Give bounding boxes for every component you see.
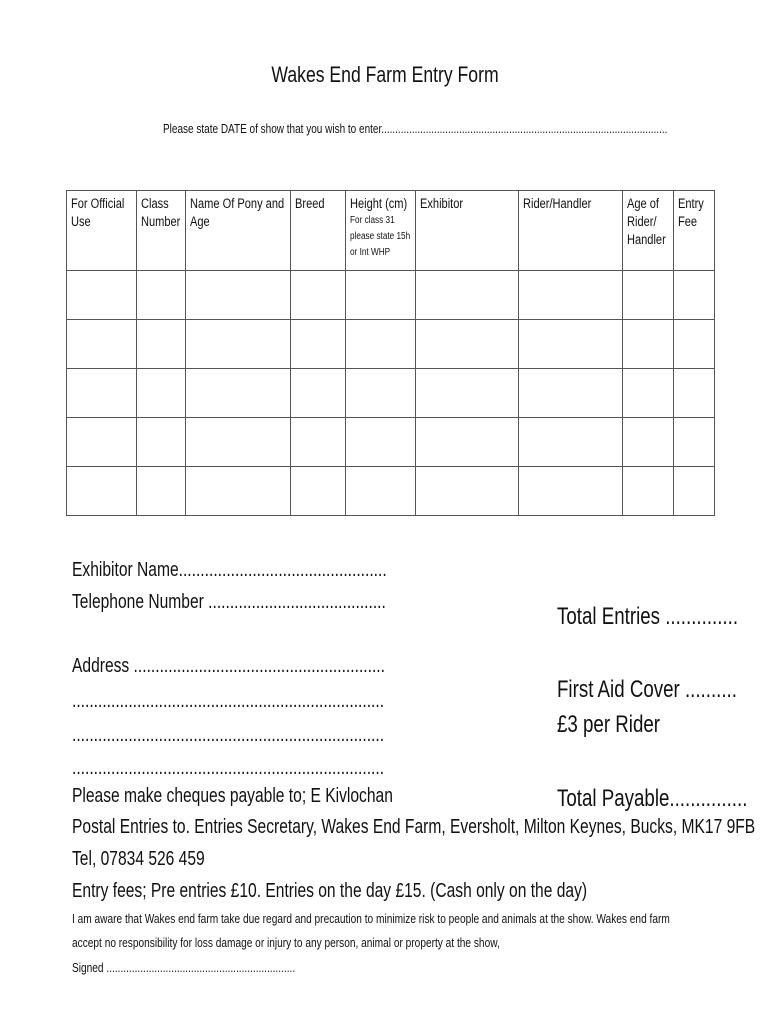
form-title: Wakes End Farm Entry Form: [271, 62, 499, 87]
table-cell[interactable]: [67, 271, 137, 320]
table-cell[interactable]: [137, 320, 186, 369]
table-cell[interactable]: [137, 369, 186, 418]
entry-fees: Entry fees; Pre entries £10. Entries on the day £15. (Cash only on the day): [72, 880, 588, 902]
address-field[interactable]: Address ..........................................................: [72, 655, 385, 677]
table-cell[interactable]: [186, 369, 291, 418]
exhibitor-name-field[interactable]: Exhibitor Name................................................: [72, 559, 387, 581]
table-cell[interactable]: [137, 271, 186, 320]
table-cell[interactable]: [623, 320, 674, 369]
header-rider-handler: Rider/Handler: [519, 191, 623, 271]
table-cell[interactable]: [67, 418, 137, 467]
telephone-field[interactable]: Telephone Number .........................................: [72, 591, 386, 613]
header-age-rider: Age of Rider/ Handler: [623, 191, 674, 271]
table-row: [67, 369, 715, 418]
table-cell[interactable]: [674, 271, 715, 320]
header-name-pony-age: Name Of Pony and Age: [186, 191, 291, 271]
disclaimer-line-1: I am aware that Wakes end farm take due regard and precaution to minimize risk to people and animals at the show. Wakes end farm: [72, 911, 670, 926]
table-cell[interactable]: [674, 369, 715, 418]
table-cell[interactable]: [67, 369, 137, 418]
table-cell[interactable]: [186, 418, 291, 467]
table-cell[interactable]: [674, 467, 715, 516]
header-height: Height (cm) For class 31 please state 15h or Int WHP: [346, 191, 416, 271]
table-cell[interactable]: [291, 369, 346, 418]
table-cell[interactable]: [186, 271, 291, 320]
table-cell[interactable]: [519, 320, 623, 369]
table-cell[interactable]: [346, 369, 416, 418]
table-cell[interactable]: [519, 467, 623, 516]
total-payable[interactable]: Total Payable...............: [557, 785, 748, 812]
table-cell[interactable]: [346, 467, 416, 516]
table-cell[interactable]: [674, 320, 715, 369]
table-cell[interactable]: [291, 271, 346, 320]
disclaimer-line-2: accept no responsibility for loss damage or injury to any person, animal or property at the show,: [72, 935, 500, 950]
per-rider-fee: £3 per Rider: [557, 711, 661, 738]
table-cell[interactable]: [186, 467, 291, 516]
table-cell[interactable]: [416, 320, 519, 369]
table-cell[interactable]: [519, 271, 623, 320]
height-note: For class 31 please state 15h or Int WHP: [350, 215, 411, 258]
table-cell[interactable]: [291, 418, 346, 467]
table-cell[interactable]: [137, 467, 186, 516]
header-official-use: For Official Use: [67, 191, 137, 271]
address-line-2[interactable]: ........................................................................: [72, 724, 385, 746]
table-cell[interactable]: [623, 369, 674, 418]
table-row: [67, 271, 715, 320]
telephone-contact: Tel, 07834 526 459: [72, 848, 205, 870]
address-line-3[interactable]: ........................................................................: [72, 757, 385, 779]
header-exhibitor: Exhibitor: [416, 191, 519, 271]
table-cell[interactable]: [291, 320, 346, 369]
address-line-1[interactable]: ........................................................................: [72, 690, 385, 712]
table-cell[interactable]: [137, 418, 186, 467]
table-cell[interactable]: [416, 369, 519, 418]
table-cell[interactable]: [346, 418, 416, 467]
first-aid-cover[interactable]: First Aid Cover ..........: [557, 676, 737, 703]
table-cell[interactable]: [67, 467, 137, 516]
table-cell[interactable]: [186, 320, 291, 369]
header-entry-fee: Entry Fee: [674, 191, 715, 271]
table-cell[interactable]: [346, 271, 416, 320]
table-cell[interactable]: [416, 467, 519, 516]
table-row: [67, 320, 715, 369]
table-cell[interactable]: [291, 467, 346, 516]
entry-table: [66, 190, 715, 516]
table-cell[interactable]: [623, 418, 674, 467]
table-row: [67, 418, 715, 467]
table-cell[interactable]: [416, 418, 519, 467]
header-class-number: Class Number: [137, 191, 186, 271]
signature-field[interactable]: Signed ...................................................................: [72, 960, 296, 975]
table-cell[interactable]: [519, 418, 623, 467]
table-header-row: [67, 191, 715, 271]
date-prompt[interactable]: Please state DATE of show that you wish to enter.......................................................................................................: [163, 122, 668, 136]
table-cell[interactable]: [623, 467, 674, 516]
table-cell[interactable]: [416, 271, 519, 320]
cheques-payable: Please make cheques payable to; E Kivlochan: [72, 785, 393, 807]
table-cell[interactable]: [67, 320, 137, 369]
table-row: [67, 467, 715, 516]
postal-entries: Postal Entries to. Entries Secretary, Wakes End Farm, Eversholt, Milton Keynes, Bucks, MK17 9FB: [72, 816, 756, 838]
table-cell[interactable]: [674, 418, 715, 467]
total-entries[interactable]: Total Entries ..............: [557, 603, 739, 630]
table-cell[interactable]: [346, 320, 416, 369]
table-cell[interactable]: [623, 271, 674, 320]
header-breed: Breed: [291, 191, 346, 271]
table-cell[interactable]: [519, 369, 623, 418]
